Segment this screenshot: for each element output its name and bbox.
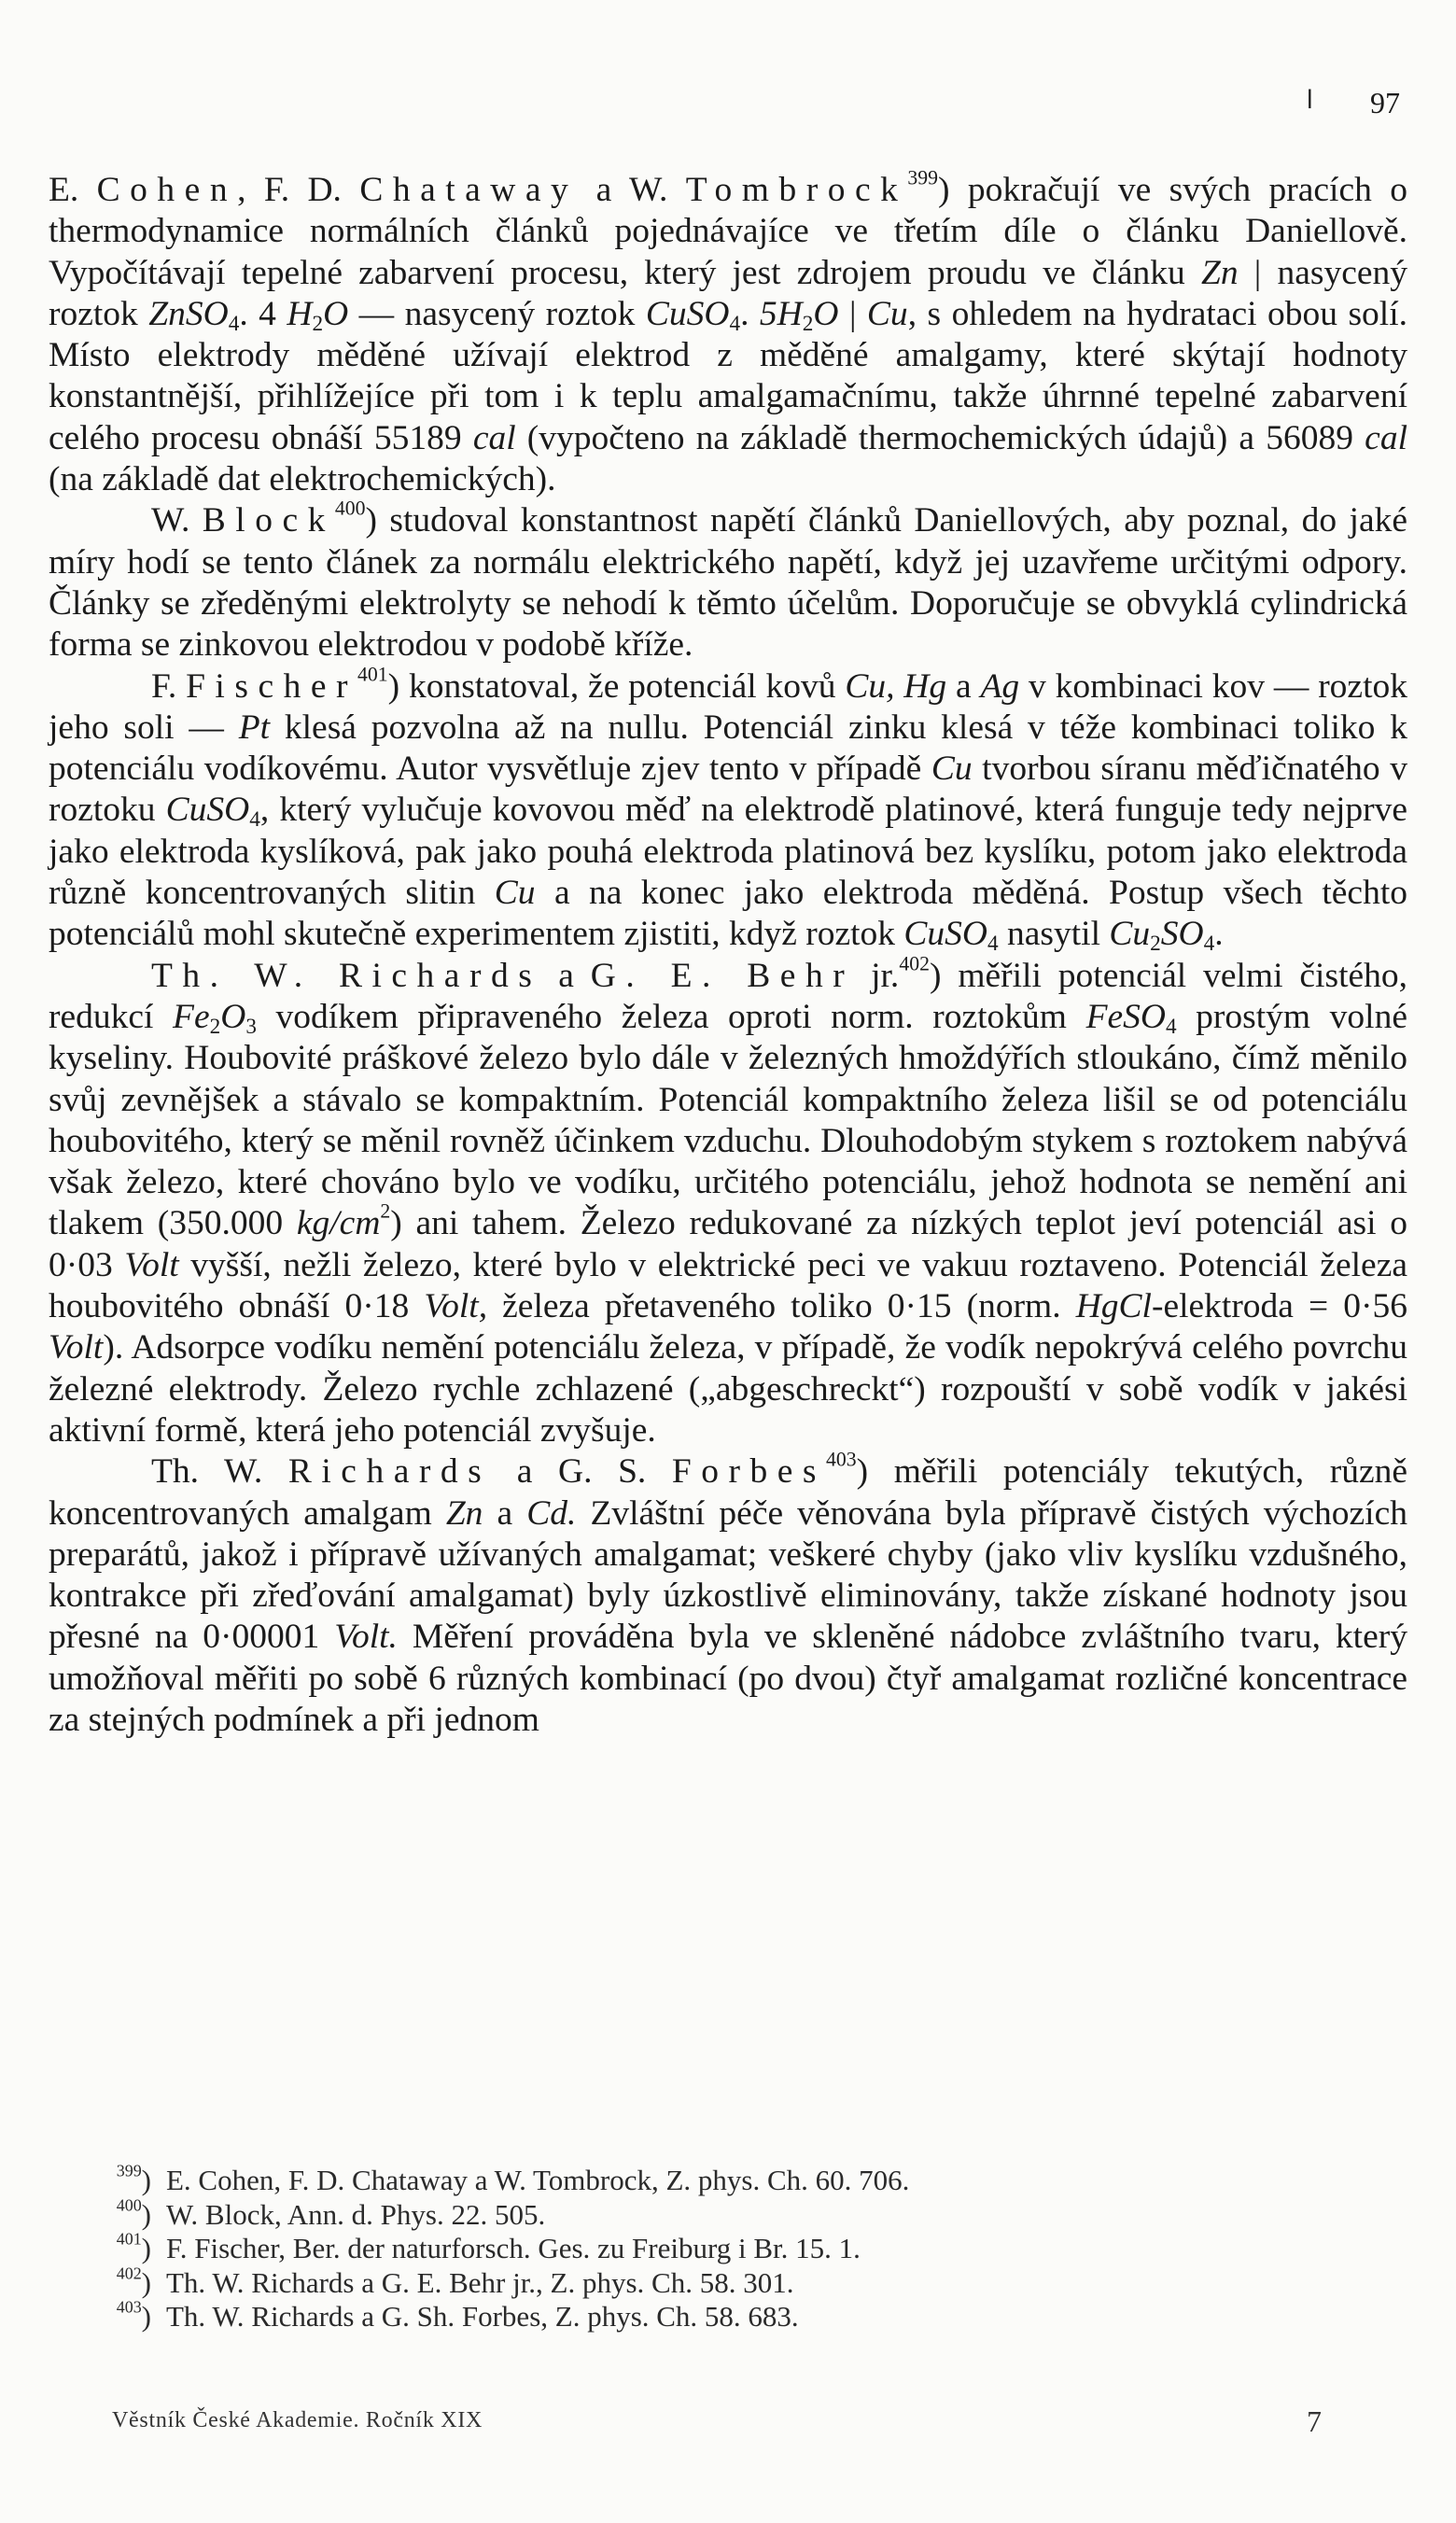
footnote-ref: 402 bbox=[899, 952, 930, 975]
italic-run: Volt. bbox=[334, 1618, 398, 1657]
journal-signature: Věstník České Akademie. Ročník XIX bbox=[112, 2408, 483, 2432]
italic-run: HgCl bbox=[1075, 1287, 1152, 1326]
text-run: nasytil bbox=[998, 915, 1110, 954]
spaced-name: Tombrock bbox=[685, 171, 908, 209]
paragraph bbox=[49, 1448, 1407, 1741]
italic-run: SO bbox=[1160, 915, 1204, 954]
text-run: vodíkem připraveného železa oproti norm. roztokům bbox=[256, 997, 1086, 1036]
italic-run: CuSO bbox=[165, 791, 250, 830]
italic-run: Volt, bbox=[424, 1287, 488, 1326]
spaced-name: Block bbox=[202, 501, 335, 540]
italic-run: Cu bbox=[1109, 915, 1151, 954]
footnote-text: Th. W. Richards a G. E. Behr jr., Z. phys. Ch. 58. 301. bbox=[166, 2265, 794, 2299]
text-run: a W. bbox=[578, 171, 686, 209]
text-run: . bbox=[1214, 915, 1224, 954]
subscript: 4 bbox=[729, 311, 741, 336]
text-run: W. bbox=[151, 501, 203, 540]
italic-run: Zn bbox=[445, 1493, 483, 1533]
italic-run: Cu, Hg bbox=[845, 666, 947, 706]
italic-run: kg/cm bbox=[296, 1204, 381, 1243]
footnote-number: 399 bbox=[116, 2161, 142, 2180]
text-run: ) měřili potenciály tekutých, různě koncentrovaných amalgam bbox=[49, 1452, 1407, 1533]
footnote: $^{402}$) Th. W. Richards a G. E. Behr jr., Z. phys. Ch. 58. 301. bbox=[116, 2264, 794, 2299]
text-run: prostým volné kyseliny. Houbovité práškové železo bylo dále v železných hmoždýřích stloukáno, čímž měnilo svůj zevnějšek a stávalo se kompaktním. Potenciál kompaktního železa lišil se od potenciálu houbovitého, který se měnil rovněž účinkem vzduchu. Dlouhodobým stykem s roztokem nabývá však železo, které chováno bylo ve vodíku, určitého potenciálu, jehož hodnota se nemění ani tlakem (350.000 bbox=[49, 997, 1407, 1243]
text-run: ) měřili potenciál velmi čistého, redukcí bbox=[49, 956, 1408, 1036]
text-run: (vypočteno na základě thermochemických údajů) a 56089 bbox=[515, 418, 1365, 457]
italic-run: Cu bbox=[494, 874, 536, 913]
subscript: 4 bbox=[228, 311, 240, 336]
text-run: a G. S. bbox=[491, 1452, 672, 1492]
subscript: 4 bbox=[1165, 1014, 1177, 1039]
italic-run: H bbox=[287, 294, 313, 333]
page-number: 97 bbox=[1370, 86, 1400, 119]
paragraph bbox=[49, 497, 1407, 666]
text-run: — nasycený roztok bbox=[348, 294, 646, 333]
footnotes bbox=[49, 2161, 1407, 2334]
italic-run: Cd. bbox=[526, 1493, 577, 1533]
spaced-name: Fischer bbox=[186, 666, 357, 706]
text-run: , který vylučuje kovovou měď na elektrodě platinové, která funguje tedy nejprve jako elektroda kyslíková, pak jako pouhá elektroda platinová bez kyslíku, potom jako elektroda různě koncentrovaných slitin bbox=[49, 791, 1407, 913]
text-run: a bbox=[541, 956, 591, 995]
text-run: ) konstatoval, že potenciál kovů bbox=[387, 666, 846, 706]
subscript: 4 bbox=[987, 932, 999, 957]
footnote-text: Th. W. Richards a G. Sh. Forbes, Z. phys. Ch. 58. 683. bbox=[166, 2300, 799, 2334]
footnote-ref: 399 bbox=[907, 166, 938, 189]
subscript: 4 bbox=[249, 807, 260, 833]
subscript: 2 bbox=[312, 311, 324, 336]
page-header bbox=[0, 73, 1456, 119]
italic-run: cal bbox=[1365, 418, 1407, 457]
spaced-name: Chataway bbox=[359, 171, 579, 209]
text-run: železa přetaveného toliko 0·15 (norm. bbox=[487, 1287, 1076, 1326]
italic-run: Volt bbox=[124, 1245, 179, 1284]
text-run: Měření prováděna byla ve skleněné nádobce zvláštního tvaru, který umožňoval měřiti po sobě 6 různých kombinací (po dvou) čtyř amalgamat rozličné koncentrace za stejných podmínek a při jednom bbox=[49, 1618, 1407, 1739]
text-run: Th. W. bbox=[151, 1452, 288, 1492]
text-run: ) studoval konstantnost napětí článků Daniellových, aby poznal, do jaké míry hodí se tento článek za normálu elektrického napětí, když jej uzavřeme určitými odpory. Články se zředěnými elektrolyty se nehodí k těmto účelům. Doporučuje se obvyklá cylindrická forma se zinkovou elektrodou v podobě kříže. bbox=[49, 501, 1407, 665]
text-run: | bbox=[838, 294, 867, 333]
spaced-name: Richards bbox=[338, 956, 542, 995]
footnote-ref: 2 bbox=[380, 1200, 391, 1224]
text-run: | nasycený roztok bbox=[49, 253, 1407, 333]
footnote-text: W. Block, Ann. d. Phys. 22. 505. bbox=[166, 2197, 546, 2231]
spaced-name: Th. W. bbox=[151, 956, 339, 995]
corner-mark: ǀ bbox=[1307, 84, 1310, 115]
text-run: , s ohledem na hydrataci obou solí. Místo elektrody měděné užívají elektrod z měděné amalgamy, které skýtají hodnoty konstantnější, přihlížejíce při tom i k teplu amalgamačnímu, takže úhrnné tepelné zabarvení celého procesu obnáší 55189 bbox=[49, 294, 1407, 457]
footnote-ref: 400 bbox=[334, 497, 366, 520]
footnote-number: 401 bbox=[116, 2229, 142, 2249]
italic-run: CuSO bbox=[645, 294, 730, 333]
italic-run: Ag bbox=[980, 666, 1020, 706]
text-run: ) ani tahem. Železo redukované za nízkých teplot jeví potenciál asi o 0·03 bbox=[49, 1204, 1407, 1284]
italic-run: Cu bbox=[866, 294, 908, 333]
text-run: Zvláštní péče věnována byla přípravě čistých výchozích preparátů, jakož i přípravě užívaných amalgamat; veškeré chyby (jako vliv kyslíku vzdušného, kontrakce při zřeďování amalgamat) byly úzkostlivě eliminovány, takže získané hodnoty jsou přesné na 0·00001 bbox=[49, 1493, 1407, 1657]
italic-run: 5H bbox=[759, 294, 803, 333]
italic-run: O bbox=[220, 997, 246, 1036]
subscript: 4 bbox=[1203, 932, 1215, 957]
text-run: tvorbou síranu měďičnatého v roztoku bbox=[49, 750, 1407, 830]
footnote-ref: 401 bbox=[357, 663, 388, 686]
footnote-number: 403 bbox=[116, 2298, 142, 2317]
italic-run: Volt bbox=[49, 1328, 104, 1367]
italic-run: cal bbox=[472, 418, 516, 457]
text-run: a na konec jako elektroda měděná. Postup všech těchto potenciálů mohl skutečně experimentem zjistiti, když roztok bbox=[49, 874, 1407, 954]
text-run: E. bbox=[49, 171, 97, 209]
subscript: 3 bbox=[245, 1014, 257, 1039]
text-run: ) pokračují ve svých pracích o thermodynamice normálních článků pojednávajíce ve třetím díle o článku Daniellově. Vypočítávají tepelné zabarvení procesu, který jest zdrojem proudu ve článku bbox=[49, 171, 1407, 292]
footnote-text: F. Fischer, Ber. der naturforsch. Ges. zu Freiburg i Br. 15. 1. bbox=[166, 2232, 861, 2265]
text-run: . bbox=[740, 294, 760, 333]
footnote: $^{401}$) F. Fischer, Ber. der naturforsch. Ges. zu Freiburg i Br. 15. 1. bbox=[116, 2229, 861, 2265]
spaced-name: Richards bbox=[287, 1452, 492, 1492]
subscript: 2 bbox=[802, 311, 814, 336]
italic-run: Pt bbox=[238, 708, 271, 747]
text-run: jr. bbox=[854, 956, 900, 995]
italic-run: O bbox=[813, 294, 839, 333]
footnote-number: 402 bbox=[116, 2264, 142, 2283]
body-text bbox=[49, 166, 1408, 1741]
spaced-name: Cohen bbox=[96, 171, 238, 209]
spaced-name: Forbes bbox=[671, 1452, 826, 1492]
text-run: (na základě dat elektrochemických). bbox=[49, 460, 556, 499]
text-run: . 4 bbox=[239, 294, 287, 333]
footnote-ref: 403 bbox=[825, 1448, 857, 1471]
italic-run: Fe bbox=[173, 997, 210, 1036]
text-run: ). Adsorpce vodíku nemění potenciálu železa, v případě, že vodík nepokrývá celého povrchu železné elektrody. Železo rychle zchlazené („abgeschreckt“) rozpouští v sobě vodík v jakési aktivní formě, která jeho potenciál zvyšuje. bbox=[49, 1328, 1407, 1450]
footnote: $^{403}$) Th. W. Richards a G. Sh. Forbes, Z. phys. Ch. 58. 683. bbox=[116, 2298, 799, 2334]
text-run: a bbox=[483, 1493, 527, 1533]
italic-run: FeSO bbox=[1085, 997, 1166, 1036]
text-run: , F. D. bbox=[237, 171, 360, 209]
italic-run: Zn bbox=[1200, 253, 1239, 292]
italic-run: CuSO bbox=[903, 915, 987, 954]
footnote: $^{399}$) E. Cohen, F. D. Chataway a W. Tombrock, Z. phys. Ch. 60. 706. bbox=[116, 2161, 910, 2196]
sheet-number: 7 bbox=[1307, 2404, 1322, 2438]
paragraph bbox=[49, 952, 1408, 1452]
text-run: vyšší, nežli železo, které bylo v elektrické peci ve vakuu roztaveno. Potenciál železa houbovitého obnáší 0·18 bbox=[49, 1245, 1407, 1326]
italic-run: O bbox=[323, 294, 349, 333]
subscript: 2 bbox=[209, 1014, 221, 1039]
text-run: a bbox=[946, 666, 981, 706]
text-run: F. bbox=[151, 666, 187, 706]
footnote-number: 400 bbox=[116, 2195, 142, 2215]
text-run: -elektroda = 0·56 bbox=[1151, 1287, 1407, 1326]
footnote: $^{400}$) W. Block, Ann. d. Phys. 22. 505. bbox=[116, 2195, 546, 2231]
page-footer bbox=[103, 2404, 1322, 2446]
italic-run: Cu bbox=[931, 750, 973, 789]
italic-run: ZnSO bbox=[148, 294, 229, 333]
paragraph bbox=[49, 166, 1407, 500]
spaced-name: G. E. Behr bbox=[590, 956, 855, 995]
paragraph bbox=[49, 663, 1408, 957]
text-run: klesá pozvolna až na nullu. Potenciál zinku klesá v téže kombinaci toliko k potenciálu vodíkovému. Autor vysvětluje zjev tento v případě bbox=[49, 708, 1408, 789]
text-run: v kombinaci kov — roztok jeho soli — bbox=[49, 666, 1407, 747]
footnote-text: E. Cohen, F. D. Chataway a W. Tombrock, Z. phys. Ch. 60. 706. bbox=[166, 2164, 910, 2196]
subscript: 2 bbox=[1150, 932, 1161, 957]
